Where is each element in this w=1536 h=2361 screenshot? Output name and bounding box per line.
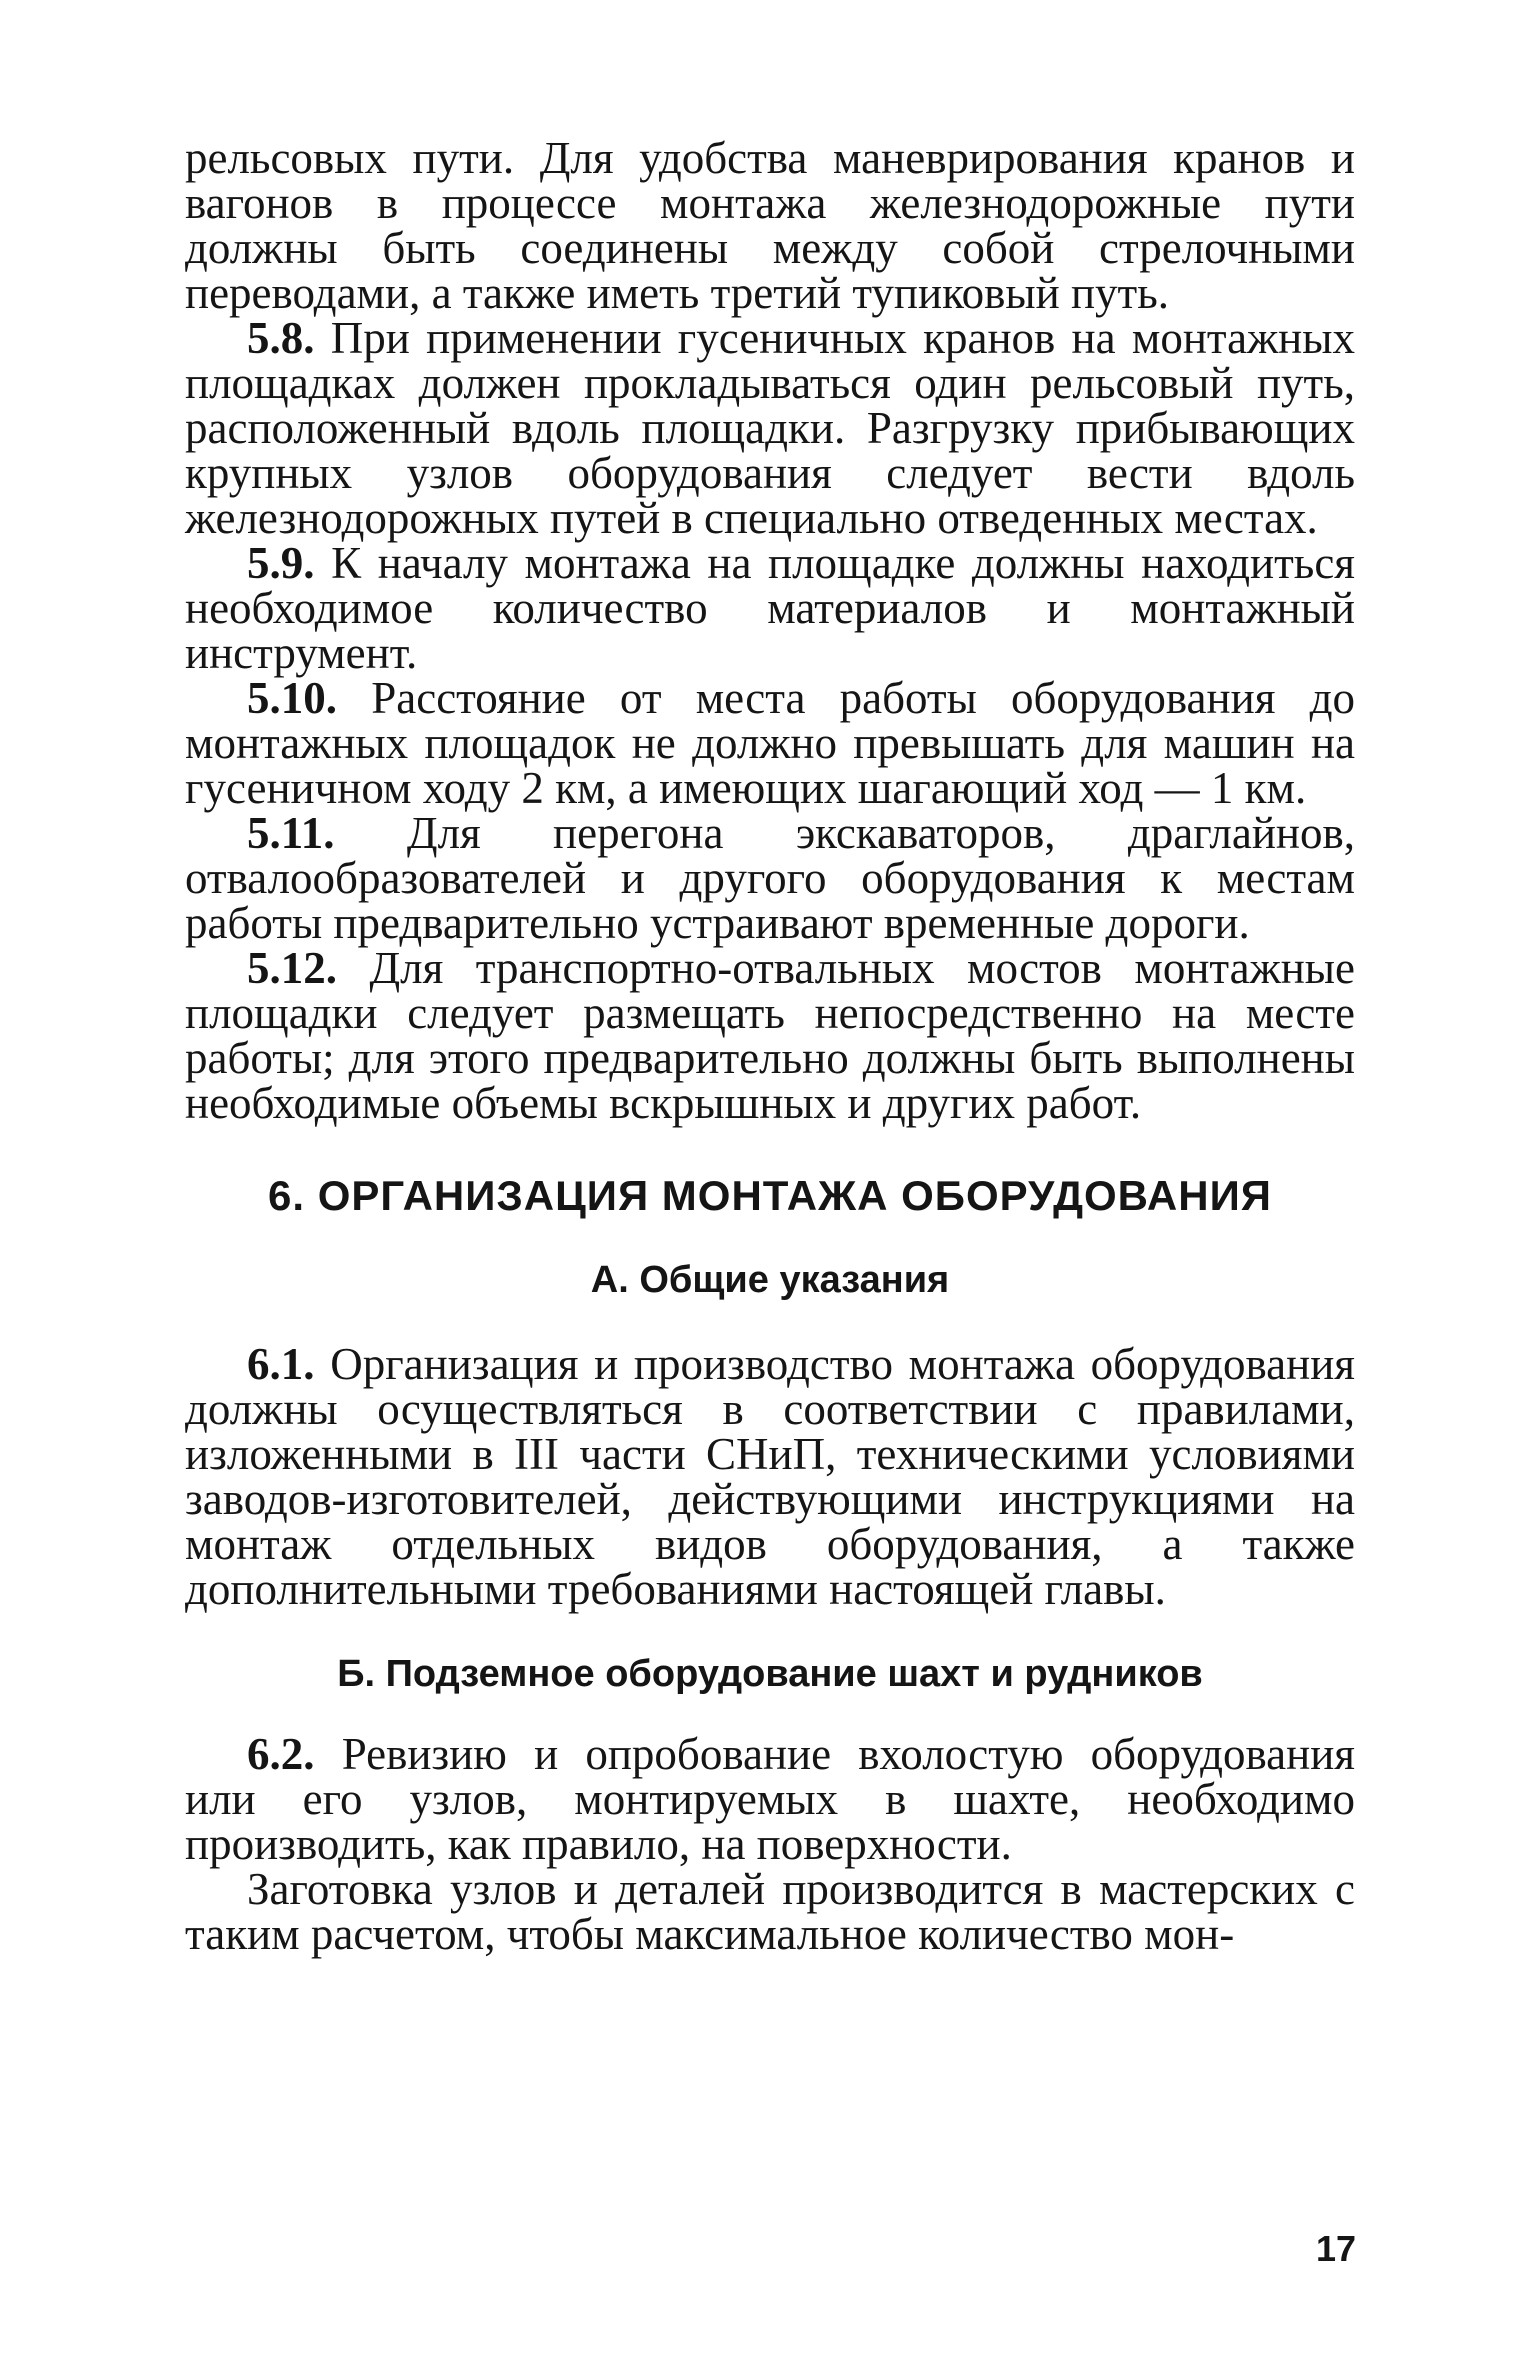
paragraph-text: К началу монтажа на площадке должны находиться необходимое количество материалов и монтажный инструмент. xyxy=(185,538,1356,678)
subsection-title-b: Б. Подземное оборудование шахт и рудников xyxy=(337,1653,1203,1695)
paragraph-5-9 xyxy=(185,538,1356,678)
clause-number: 6.2. xyxy=(247,1729,315,1779)
paragraph-text: Для транспортно-отвальных мостов монтажные площадки следует размещать непосредственно на месте работы; для этого предварительно должны быть выполнены необходимые объемы вскрышных и других работ. xyxy=(185,943,1355,1128)
subsection-title-a: А. Общие указания xyxy=(590,1259,950,1301)
paragraph-text: Расстояние от места работы оборудования до монтажных площадок не должно превышать для машин на гусеничном ходу 2 км, а имеющих шагающий ход — 1 км. xyxy=(185,673,1355,813)
paragraph-text: Заготовка узлов и деталей производится в мастерских с таким расчетом, чтобы максимальное количество мон- xyxy=(185,1864,1355,1959)
paragraph-text: При применении гусеничных кранов на монтажных площадках должен прокладываться один рельсовый путь, расположенный вдоль площадки. Разгрузку прибывающих крупных узлов оборудования следует вести вдоль железнодорожных путей в специально отведенных местах. xyxy=(185,313,1356,543)
clause-number: 5.10. xyxy=(247,673,337,723)
paragraph-6-1 xyxy=(185,1339,1355,1614)
clause-number: 5.11. xyxy=(247,808,335,858)
page-number: 17 xyxy=(1315,2228,1356,2269)
paragraph-5-11 xyxy=(185,808,1356,948)
paragraph-text: Ревизию и опробование вхолостую оборудования или его узлов, монтируемых в шахте, необходимо производить, как правило, на поверхности. xyxy=(185,1729,1355,1869)
paragraph-5-8 xyxy=(185,313,1356,543)
paragraph-text: Организация и производство монтажа оборудования должны осуществляться в соответствии с правилами, изложенными в III части СНиП, техническими условиями заводов-изготовителей, действующими инструкциями на монтаж отдельных видов оборудования, а также дополнительными требованиями настоящей главы. xyxy=(185,1339,1355,1614)
paragraph-text: рельсовых пути. Для удобства маневрирования кранов и вагонов в процессе монтажа железнодорожные пути должны быть соединены между собой стрелочными переводами, а также иметь третий тупиковый путь. xyxy=(185,133,1355,318)
section-title: 6. ОРГАНИЗАЦИЯ МОНТАЖА ОБОРУДОВАНИЯ xyxy=(268,1172,1272,1219)
paragraph-text: Для перегона экскаваторов, драглайнов, отвалообразователей и другого оборудования к местам работы предварительно устраивают временные дороги. xyxy=(185,808,1356,948)
paragraph-5-12 xyxy=(185,943,1355,1128)
paragraph-continuation xyxy=(185,133,1355,318)
paragraph-5-10 xyxy=(185,673,1355,813)
clause-number: 5.8. xyxy=(247,313,315,363)
clause-number: 5.12. xyxy=(247,943,337,993)
paragraph-continued xyxy=(185,1864,1355,1959)
paragraph-6-2 xyxy=(185,1729,1355,1869)
document-page xyxy=(185,133,1356,1959)
clause-number: 6.1. xyxy=(247,1339,315,1389)
clause-number: 5.9. xyxy=(247,538,315,588)
